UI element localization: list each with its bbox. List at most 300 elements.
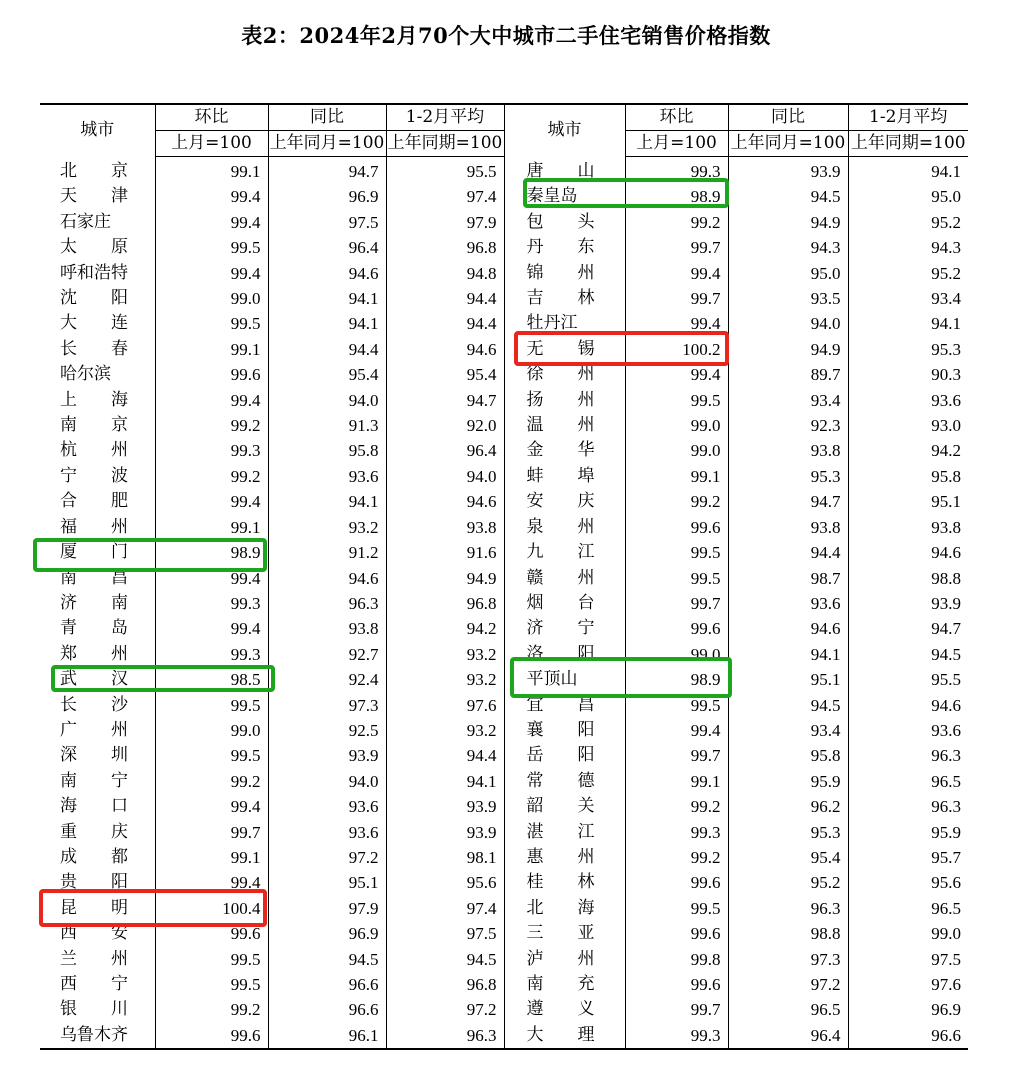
- header-avg-base-right: 上年同期=100: [848, 131, 968, 157]
- avg-cell-left: 98.1: [386, 845, 504, 870]
- header-mom-base-right: 上月=100: [625, 131, 728, 157]
- table-row: [40, 718, 968, 743]
- yoy-cell-left: 93.6: [268, 794, 386, 819]
- table-row: [40, 337, 968, 362]
- price-index-table: [40, 103, 968, 1050]
- yoy-cell-right: 96.4: [728, 1023, 848, 1049]
- mom-cell-left: 100.4: [155, 896, 268, 921]
- avg-cell-left: 96.8: [386, 235, 504, 260]
- avg-cell-left: 94.6: [386, 489, 504, 514]
- city-cell-left: 厦 门: [40, 540, 155, 565]
- mom-cell-left: 99.4: [155, 489, 268, 514]
- mom-cell-right: 99.7: [625, 743, 728, 768]
- yoy-cell-right: 93.4: [728, 718, 848, 743]
- city-cell-left: 广 州: [40, 718, 155, 743]
- yoy-cell-right: 97.3: [728, 947, 848, 972]
- city-cell-left: 哈尔滨: [40, 362, 155, 387]
- city-cell-left: 乌鲁木齐: [40, 1023, 155, 1049]
- mom-cell-right: 99.2: [625, 794, 728, 819]
- city-cell-right: 三 亚: [504, 921, 625, 946]
- city-cell-left: 兰 州: [40, 947, 155, 972]
- mom-cell-left: 99.2: [155, 413, 268, 438]
- city-cell-left: 昆 明: [40, 896, 155, 921]
- city-cell-left: 成 都: [40, 845, 155, 870]
- avg-cell-left: 94.7: [386, 388, 504, 413]
- mom-cell-right: 99.8: [625, 947, 728, 972]
- yoy-cell-left: 93.9: [268, 743, 386, 768]
- city-cell-left: 上 海: [40, 388, 155, 413]
- yoy-cell-right: 94.9: [728, 337, 848, 362]
- table-row: [40, 286, 968, 311]
- city-cell-right: 宜 昌: [504, 693, 625, 718]
- city-cell-right: 常 德: [504, 769, 625, 794]
- table-row: [40, 870, 968, 895]
- avg-cell-left: 95.4: [386, 362, 504, 387]
- yoy-cell-right: 97.2: [728, 972, 848, 997]
- table-row: [40, 413, 968, 438]
- city-cell-left: 太 原: [40, 235, 155, 260]
- table-row: [40, 566, 968, 591]
- yoy-cell-left: 92.5: [268, 718, 386, 743]
- mom-cell-left: 99.1: [155, 845, 268, 870]
- mom-cell-left: 99.4: [155, 616, 268, 641]
- mom-cell-right: 99.7: [625, 286, 728, 311]
- yoy-cell-right: 95.3: [728, 464, 848, 489]
- yoy-cell-right: 95.8: [728, 743, 848, 768]
- avg-cell-left: 93.9: [386, 794, 504, 819]
- city-cell-right: 包 头: [504, 210, 625, 235]
- mom-cell-left: 99.4: [155, 388, 268, 413]
- mom-cell-left: 99.0: [155, 718, 268, 743]
- mom-cell-left: 99.5: [155, 235, 268, 260]
- mom-cell-left: 99.3: [155, 642, 268, 667]
- mom-cell-right: 99.0: [625, 438, 728, 463]
- avg-cell-right: 95.2: [848, 210, 968, 235]
- city-cell-right: 蚌 埠: [504, 464, 625, 489]
- avg-cell-left: 91.6: [386, 540, 504, 565]
- avg-cell-left: 93.2: [386, 642, 504, 667]
- avg-cell-left: 97.2: [386, 997, 504, 1022]
- yoy-cell-left: 94.7: [268, 157, 386, 185]
- mom-cell-right: 99.5: [625, 566, 728, 591]
- avg-cell-left: 93.2: [386, 718, 504, 743]
- avg-cell-left: 94.9: [386, 566, 504, 591]
- table-row: [40, 540, 968, 565]
- yoy-cell-left: 94.0: [268, 769, 386, 794]
- avg-cell-right: 95.3: [848, 337, 968, 362]
- yoy-cell-right: 96.3: [728, 896, 848, 921]
- avg-cell-right: 90.3: [848, 362, 968, 387]
- city-cell-right: 南 充: [504, 972, 625, 997]
- city-cell-right: 泉 州: [504, 515, 625, 540]
- mom-cell-left: 98.5: [155, 667, 268, 692]
- header-avg-right: 1-2月平均: [848, 104, 968, 131]
- yoy-cell-right: 93.8: [728, 515, 848, 540]
- avg-cell-right: 95.0: [848, 184, 968, 209]
- mom-cell-left: 99.6: [155, 1023, 268, 1049]
- table-row: [40, 947, 968, 972]
- yoy-cell-left: 94.5: [268, 947, 386, 972]
- yoy-cell-left: 91.2: [268, 540, 386, 565]
- table-row: [40, 311, 968, 336]
- city-cell-left: 重 庆: [40, 820, 155, 845]
- avg-cell-left: 93.2: [386, 667, 504, 692]
- mom-cell-left: 99.3: [155, 438, 268, 463]
- avg-cell-right: 95.8: [848, 464, 968, 489]
- mom-cell-left: 99.1: [155, 337, 268, 362]
- table-row: [40, 642, 968, 667]
- yoy-cell-right: 98.7: [728, 566, 848, 591]
- mom-cell-left: 99.2: [155, 997, 268, 1022]
- mom-cell-right: 99.4: [625, 362, 728, 387]
- mom-cell-right: 99.3: [625, 1023, 728, 1049]
- avg-cell-right: 94.2: [848, 438, 968, 463]
- city-cell-right: 韶 关: [504, 794, 625, 819]
- avg-cell-right: 96.5: [848, 769, 968, 794]
- avg-cell-right: 96.3: [848, 743, 968, 768]
- yoy-cell-left: 95.1: [268, 870, 386, 895]
- avg-cell-right: 94.6: [848, 693, 968, 718]
- yoy-cell-left: 96.9: [268, 921, 386, 946]
- city-cell-right: 平顶山: [504, 667, 625, 692]
- mom-cell-right: 100.2: [625, 337, 728, 362]
- city-cell-right: 吉 林: [504, 286, 625, 311]
- yoy-cell-left: 97.2: [268, 845, 386, 870]
- table-row: [40, 997, 968, 1022]
- table-row: [40, 515, 968, 540]
- mom-cell-left: 99.5: [155, 743, 268, 768]
- table-row: [40, 616, 968, 641]
- table-row: [40, 261, 968, 286]
- avg-cell-right: 95.6: [848, 870, 968, 895]
- table-row: [40, 235, 968, 260]
- avg-cell-right: 93.9: [848, 591, 968, 616]
- yoy-cell-left: 97.5: [268, 210, 386, 235]
- city-cell-left: 长 春: [40, 337, 155, 362]
- mom-cell-right: 99.7: [625, 997, 728, 1022]
- avg-cell-right: 95.9: [848, 820, 968, 845]
- city-cell-right: 温 州: [504, 413, 625, 438]
- avg-cell-right: 95.1: [848, 489, 968, 514]
- table-row: [40, 667, 968, 692]
- city-cell-left: 海 口: [40, 794, 155, 819]
- avg-cell-right: 93.6: [848, 388, 968, 413]
- mom-cell-left: 99.4: [155, 261, 268, 286]
- city-cell-right: 惠 州: [504, 845, 625, 870]
- table-row: [40, 489, 968, 514]
- header-avg-base-left: 上年同期=100: [386, 131, 504, 157]
- city-cell-right: 桂 林: [504, 870, 625, 895]
- mom-cell-left: 99.6: [155, 921, 268, 946]
- yoy-cell-right: 94.5: [728, 693, 848, 718]
- mom-cell-right: 99.0: [625, 642, 728, 667]
- mom-cell-right: 99.4: [625, 718, 728, 743]
- city-cell-right: 秦皇岛: [504, 184, 625, 209]
- avg-cell-left: 94.4: [386, 311, 504, 336]
- yoy-cell-right: 94.6: [728, 616, 848, 641]
- table-row: [40, 464, 968, 489]
- avg-cell-right: 94.6: [848, 540, 968, 565]
- city-cell-left: 济 南: [40, 591, 155, 616]
- header-yoy-right: 同比: [728, 104, 848, 131]
- table-row: [40, 184, 968, 209]
- mom-cell-right: 98.9: [625, 667, 728, 692]
- table-row: [40, 845, 968, 870]
- yoy-cell-right: 92.3: [728, 413, 848, 438]
- yoy-cell-left: 97.9: [268, 896, 386, 921]
- city-cell-left: 合 肥: [40, 489, 155, 514]
- mom-cell-right: 99.6: [625, 972, 728, 997]
- yoy-cell-left: 94.6: [268, 566, 386, 591]
- avg-cell-left: 94.5: [386, 947, 504, 972]
- avg-cell-left: 92.0: [386, 413, 504, 438]
- table-row: [40, 743, 968, 768]
- yoy-cell-left: 93.6: [268, 464, 386, 489]
- yoy-cell-right: 96.2: [728, 794, 848, 819]
- table-row: [40, 210, 968, 235]
- mom-cell-right: 99.5: [625, 540, 728, 565]
- city-cell-left: 长 沙: [40, 693, 155, 718]
- mom-cell-left: 99.6: [155, 362, 268, 387]
- header-mom-left: 环比: [155, 104, 268, 131]
- yoy-cell-left: 96.9: [268, 184, 386, 209]
- mom-cell-left: 99.7: [155, 820, 268, 845]
- mom-cell-right: 99.6: [625, 616, 728, 641]
- avg-cell-left: 96.8: [386, 591, 504, 616]
- yoy-cell-right: 95.9: [728, 769, 848, 794]
- mom-cell-left: 99.2: [155, 769, 268, 794]
- table-row: [40, 921, 968, 946]
- city-cell-right: 遵 义: [504, 997, 625, 1022]
- page-title: 表2：2024年2月70个大中城市二手住宅销售价格指数: [241, 23, 771, 48]
- city-cell-left: 呼和浩特: [40, 261, 155, 286]
- mom-cell-left: 99.1: [155, 515, 268, 540]
- city-cell-left: 大 连: [40, 311, 155, 336]
- mom-cell-left: 99.5: [155, 693, 268, 718]
- yoy-cell-left: 92.4: [268, 667, 386, 692]
- avg-cell-left: 94.1: [386, 769, 504, 794]
- mom-cell-left: 98.9: [155, 540, 268, 565]
- yoy-cell-left: 95.8: [268, 438, 386, 463]
- avg-cell-right: 93.4: [848, 286, 968, 311]
- city-cell-right: 徐 州: [504, 362, 625, 387]
- yoy-cell-left: 93.8: [268, 616, 386, 641]
- table-row: [40, 896, 968, 921]
- mom-cell-right: 99.0: [625, 413, 728, 438]
- avg-cell-left: 94.8: [386, 261, 504, 286]
- city-cell-right: 丹 东: [504, 235, 625, 260]
- table-row: [40, 972, 968, 997]
- city-cell-left: 南 京: [40, 413, 155, 438]
- avg-cell-left: 95.6: [386, 870, 504, 895]
- yoy-cell-right: 95.1: [728, 667, 848, 692]
- avg-cell-left: 96.3: [386, 1023, 504, 1049]
- avg-cell-left: 94.4: [386, 743, 504, 768]
- yoy-cell-right: 94.1: [728, 642, 848, 667]
- avg-cell-right: 94.7: [848, 616, 968, 641]
- header-yoy-left: 同比: [268, 104, 386, 131]
- city-cell-left: 青 岛: [40, 616, 155, 641]
- mom-cell-left: 99.5: [155, 947, 268, 972]
- header-avg-left: 1-2月平均: [386, 104, 504, 131]
- header-city-left: 城市: [40, 104, 155, 157]
- mom-cell-left: 99.4: [155, 794, 268, 819]
- mom-cell-left: 99.5: [155, 311, 268, 336]
- city-cell-left: 北 京: [40, 157, 155, 185]
- mom-cell-left: 99.4: [155, 566, 268, 591]
- header-yoy-base-left: 上年同月=100: [268, 131, 386, 157]
- mom-cell-right: 99.5: [625, 388, 728, 413]
- table-row: [40, 794, 968, 819]
- avg-cell-left: 95.5: [386, 157, 504, 185]
- header-mom-base-left: 上月=100: [155, 131, 268, 157]
- mom-cell-left: 99.5: [155, 972, 268, 997]
- city-cell-right: 九 江: [504, 540, 625, 565]
- city-cell-left: 西 宁: [40, 972, 155, 997]
- yoy-cell-right: 93.5: [728, 286, 848, 311]
- yoy-cell-left: 94.4: [268, 337, 386, 362]
- yoy-cell-right: 95.3: [728, 820, 848, 845]
- avg-cell-right: 94.3: [848, 235, 968, 260]
- avg-cell-right: 95.7: [848, 845, 968, 870]
- city-cell-right: 大 理: [504, 1023, 625, 1049]
- header-city-right: 城市: [504, 104, 625, 157]
- yoy-cell-right: 94.4: [728, 540, 848, 565]
- table-row: [40, 362, 968, 387]
- mom-cell-right: 99.1: [625, 769, 728, 794]
- table-body: [40, 157, 968, 1050]
- city-cell-right: 锦 州: [504, 261, 625, 286]
- yoy-cell-left: 96.4: [268, 235, 386, 260]
- table-row: [40, 157, 968, 185]
- avg-cell-left: 94.6: [386, 337, 504, 362]
- avg-cell-left: 97.4: [386, 184, 504, 209]
- avg-cell-left: 97.4: [386, 896, 504, 921]
- mom-cell-right: 99.6: [625, 921, 728, 946]
- city-cell-left: 沈 阳: [40, 286, 155, 311]
- city-cell-right: 洛 阳: [504, 642, 625, 667]
- mom-cell-left: 99.4: [155, 184, 268, 209]
- table-row: [40, 693, 968, 718]
- avg-cell-right: 96.6: [848, 1023, 968, 1049]
- city-cell-left: 天 津: [40, 184, 155, 209]
- yoy-cell-right: 94.0: [728, 311, 848, 336]
- mom-cell-left: 99.2: [155, 464, 268, 489]
- city-cell-right: 湛 江: [504, 820, 625, 845]
- city-cell-left: 石家庄: [40, 210, 155, 235]
- yoy-cell-right: 94.3: [728, 235, 848, 260]
- avg-cell-right: 95.5: [848, 667, 968, 692]
- yoy-cell-right: 96.5: [728, 997, 848, 1022]
- city-cell-left: 银 川: [40, 997, 155, 1022]
- mom-cell-right: 99.5: [625, 693, 728, 718]
- table-row: [40, 438, 968, 463]
- yoy-cell-left: 96.6: [268, 997, 386, 1022]
- mom-cell-right: 99.2: [625, 210, 728, 235]
- avg-cell-right: 99.0: [848, 921, 968, 946]
- yoy-cell-right: 98.8: [728, 921, 848, 946]
- mom-cell-left: 99.1: [155, 157, 268, 185]
- yoy-cell-right: 94.9: [728, 210, 848, 235]
- avg-cell-left: 97.9: [386, 210, 504, 235]
- mom-cell-right: 99.6: [625, 870, 728, 895]
- city-cell-right: 烟 台: [504, 591, 625, 616]
- yoy-cell-right: 94.5: [728, 184, 848, 209]
- yoy-cell-left: 95.4: [268, 362, 386, 387]
- avg-cell-right: 94.1: [848, 311, 968, 336]
- yoy-cell-left: 96.1: [268, 1023, 386, 1049]
- city-cell-right: 赣 州: [504, 566, 625, 591]
- avg-cell-right: 96.3: [848, 794, 968, 819]
- city-cell-right: 安 庆: [504, 489, 625, 514]
- mom-cell-left: 99.4: [155, 210, 268, 235]
- yoy-cell-left: 94.1: [268, 311, 386, 336]
- yoy-cell-right: 93.6: [728, 591, 848, 616]
- mom-cell-left: 99.4: [155, 870, 268, 895]
- avg-cell-left: 94.4: [386, 286, 504, 311]
- mom-cell-right: 99.7: [625, 235, 728, 260]
- avg-cell-right: 93.6: [848, 718, 968, 743]
- yoy-cell-right: 95.4: [728, 845, 848, 870]
- city-cell-left: 南 宁: [40, 769, 155, 794]
- city-cell-left: 贵 阳: [40, 870, 155, 895]
- city-cell-right: 唐 山: [504, 157, 625, 185]
- avg-cell-left: 93.8: [386, 515, 504, 540]
- avg-cell-left: 94.2: [386, 616, 504, 641]
- yoy-cell-left: 92.7: [268, 642, 386, 667]
- city-cell-left: 南 昌: [40, 566, 155, 591]
- avg-cell-right: 96.9: [848, 997, 968, 1022]
- avg-cell-right: 97.5: [848, 947, 968, 972]
- yoy-cell-right: 89.7: [728, 362, 848, 387]
- yoy-cell-left: 97.3: [268, 693, 386, 718]
- table-row: [40, 388, 968, 413]
- mom-cell-right: 99.4: [625, 261, 728, 286]
- yoy-cell-right: 94.7: [728, 489, 848, 514]
- header-mom-right: 环比: [625, 104, 728, 131]
- mom-cell-right: 98.9: [625, 184, 728, 209]
- header-row-1: [40, 104, 968, 131]
- mom-cell-right: 99.1: [625, 464, 728, 489]
- mom-cell-left: 99.3: [155, 591, 268, 616]
- mom-cell-right: 99.2: [625, 489, 728, 514]
- table-row: [40, 820, 968, 845]
- city-cell-right: 襄 阳: [504, 718, 625, 743]
- city-cell-right: 岳 阳: [504, 743, 625, 768]
- avg-cell-right: 93.8: [848, 515, 968, 540]
- yoy-cell-left: 94.6: [268, 261, 386, 286]
- city-cell-left: 宁 波: [40, 464, 155, 489]
- yoy-cell-right: 95.0: [728, 261, 848, 286]
- yoy-cell-left: 93.6: [268, 820, 386, 845]
- city-cell-left: 杭 州: [40, 438, 155, 463]
- mom-cell-right: 99.7: [625, 591, 728, 616]
- yoy-cell-left: 96.6: [268, 972, 386, 997]
- table-row: [40, 1023, 968, 1049]
- yoy-cell-left: 96.3: [268, 591, 386, 616]
- avg-cell-right: 94.1: [848, 157, 968, 185]
- city-cell-right: 北 海: [504, 896, 625, 921]
- city-cell-right: 牡丹江: [504, 311, 625, 336]
- city-cell-left: 西 安: [40, 921, 155, 946]
- yoy-cell-left: 94.1: [268, 489, 386, 514]
- avg-cell-left: 97.5: [386, 921, 504, 946]
- avg-cell-left: 93.9: [386, 820, 504, 845]
- avg-cell-right: 94.5: [848, 642, 968, 667]
- yoy-cell-left: 94.0: [268, 388, 386, 413]
- city-cell-left: 郑 州: [40, 642, 155, 667]
- yoy-cell-left: 94.1: [268, 286, 386, 311]
